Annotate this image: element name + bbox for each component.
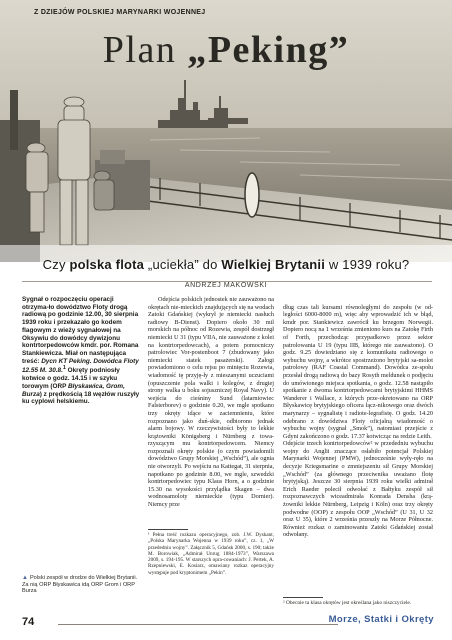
lead-signal-text: Dycn KT Peking. Dowódca Floty 12.55 M. 30.8. — [22, 357, 139, 375]
author-name: ANDRZEJ MAKOWSKI — [184, 282, 268, 289]
page-number: 74 — [22, 616, 35, 628]
body-column-3 — [283, 296, 433, 594]
subtitle-part: w 1939 roku? — [325, 257, 410, 272]
subtitle-bold-2: Wielkiej Brytanii — [221, 257, 326, 272]
body-paragraph: dług czas tali kursami równoległymi do zespołu (w od-ległości 6000-8000 m), więc aby wprowadzić ich w błąd, kmdr por. Stankiewicz zawrócił ku brzegom Norwegii. Dopiero nocą na 1 września zmieniono kurs na Zatokę Firth of Forth, przechodząc przypadkowo przez sektor patrolowania U 19 (typu IIB, którego nie zauważono). O godz. 9.25 dowiedziano się z komunikatu radiowego o wybuchu wojny, a wkrótce spostrzeżono brytyjski sa-molot patrolowy (RAF Coastal Command). Dowódca ze-społu przesłał drogą radiową do bazy Rosyth meldunek o podjęciu do umówionego miejsca spotkania, o godz. 12.58 nastąpiło spotkanie z dwoma kontrtorpedowcami brytyjskimi HHMS Wanderer i Wallace, z których prze-okretowano na ORP Błyskawicę brytyjskiego oficera łącz-nikowego oraz dwóch marynarzy – sygnalistę i radiote-legrafistę. O godz. 14.20 odebrano z dowództwa Floty oficjalną wiadomość o wybuchu wojny (sygnał „Smok”), natomiast przejście z Gdyni zakończono o godz. 17.37 kotwicząc na redzie Leith. Odejście trzech kontrtorpedowców² w przededniu wybuchu wojny do Anglii znaczące osłabiło potencjał Polskiej Marynarki Wojennej (PMW), jednocześnie wyły-ręło na decyzje Kriegsmarine o zmniejszeniu sił Grupy Morskiej „Wschód” (za głównego przeciwnika uważano flotę brytyjską). Jeszcze 30 sierpnia 1939 roku wielki admirał Erich Raeder polecił odwołać z Bałtyku zespół sił rozpoznawczych wiceadmirała Konrada Densha (krą-żowniki lekkie Nürnberg, Leipzig i Köln) oraz trzy okręty podwodne (OOP) z zespołu OOP „Wschód” (U 31, U 32 oraz U 35), które 2 września przeszły na Morze Północne. Również rozkaz o zaminowaniu Zatoki Gdańskiej został odwołany. — [283, 303, 433, 539]
subtitle-part: „uciekła” do — [144, 257, 222, 272]
caption-text: Polski zespół w drodze do Wielkiej Brytanii. Za nią ORP Błyskawica idą ORP Grom i ORP Burza — [22, 575, 138, 595]
title-plain: Plan — [102, 29, 188, 71]
photo-caption — [22, 575, 140, 595]
series-label: Z DZIEJÓW POLSKIEJ MARYNARKI WOJENNEJ — [34, 9, 206, 16]
lead-text: Okręty podniosły kotwice o godz. 14.15 i w szyku torowym (ORP — [22, 367, 120, 390]
article-subtitle — [0, 257, 452, 272]
magazine-name: Morze, Statki i Okręty — [328, 614, 434, 625]
lead-ships-text: Błyskawica, Grom, Burza — [22, 382, 125, 398]
body-paragraph: Odejścia polskich jednostek nie zauważono na okrętach nie-mieckich znajdujących się na wodach Zatoki Gdańskiej (wykrył je niemiecki nasłuch radiowy B-Dienst). Dopiero około 30 mil morskich na północ od Rozewia, zespół dostrzegł niemiecki U 31 (typu VIIA, nie zauważone z kolei na kontrtorpedowcach), a potem pomocniczy patrolowiec Vor-postenboot 7 (zbudowany jako niemiecki statek pasażerski). Załogi powiadomiono o celu rejsu po minięciu Rozewia, wiadomość tę przyję-ły z mieszanymi uczuciami (opuszczenie pola walki i kolegów, z drugiej strony walka u boku sojuszniczej Royal Navy). U wejścia do cieśniny Sund (latarniowiec Falsterborev) o godzinie 0.20, we mgle spotkano trzy okręty idące w zaciemnieniu, które rozpoznano jako duń-skie, odbiorono jednak alarm bojowy. W rzeczywistości były to lekkie krążowniki Königsberg i Nürnberg z towa-rzyszącym mu kontrtorpedowcem. Niemcy rozpoznali okręty polskie (o czym powiadomili dowództwo Grupy Morskiej „Wschód”), ale ognia nie otworzyli. Po wejściu na Kattegat, 31 sierpnia, napotkano po godzinie 8.00, we mgle, szwedzki kontrtorpedowiec typu Klaus Horn, a o godzinie 15.30 na wysokości przylądka Skagen – dwa wodnosamoloty niemieckie (typu Dornier). Niemcy prze — [148, 296, 274, 509]
footnote-divider — [283, 597, 323, 598]
subtitle-bold-1: polska flota — [69, 257, 145, 272]
lead-column — [22, 296, 140, 406]
title-bold: „Peking” — [187, 29, 350, 71]
body-column-2 — [148, 296, 274, 528]
lead-paragraph — [22, 296, 140, 406]
caption-arrow-icon: ▲ — [22, 575, 28, 581]
footnote-ref[interactable]: 1 — [62, 365, 66, 372]
footer-rule — [58, 624, 338, 625]
footnote-2: ² Obecnie ta klasa okrętów jest określana jako niszczyciele. — [283, 600, 412, 606]
lead-text: ) z prędkością 18 węzłów ruszyły ku cyplowi helskiemu. — [22, 390, 140, 406]
header-photo — [0, 0, 452, 268]
lead-text: Sygnał o rozpoczęciu operacji otrzyma-ło dowództwo Floty drogą radiową po godzinie 12.00, 30 sierpnia 1939 roku i przekazało go kodem flagowym z wieży sygnałowej na Oksywiu do dowódcy dywizjonu kontrtorpedowców kmdr. por. Romana Stankiewicza. Miał on następująca treść: — [22, 296, 139, 365]
article-title — [0, 28, 452, 72]
subtitle-part: Czy — [42, 257, 70, 272]
footnote-divider — [148, 529, 188, 530]
footnote-1: ¹ Pełna treść rozkazu operacyjnego, zob. J.W. Dyskant, „Polska Marynarka Wojenna w 1939 roku”, cz. 1, „W przededniu wojny”. Załącznik 5, Gdańsk 2000, s. 190; także M. Borowiak, „Admirał Unrug 1884-1973”, Warszawa 2009, s. 194-195. W starszych opra-cowaniach: J. Pertek, A. Rzepniewski, E. Kosiarz, omawiany rozkaz operacyjny występuje pod kryptonimem „Pekin”. — [148, 532, 274, 576]
